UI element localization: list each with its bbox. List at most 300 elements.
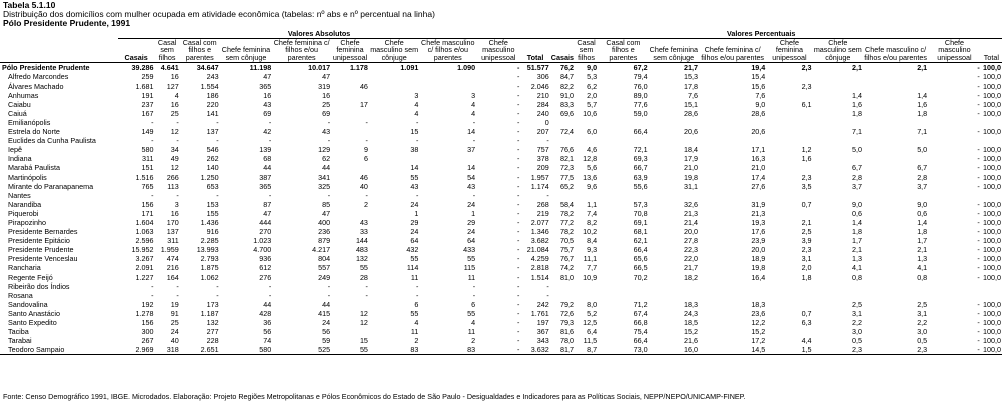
cell: 170 [166, 217, 179, 227]
cell: - [546, 281, 549, 291]
cell: 1.090 [457, 63, 476, 73]
cell [550, 136, 575, 145]
row-name: Alfredo Marcondes [8, 72, 69, 82]
cell: 100,0 [983, 227, 1001, 237]
cell: 2.596 [135, 236, 154, 246]
cell: 262 [206, 154, 219, 164]
cell: 78,2 [560, 227, 574, 237]
cell [766, 209, 812, 218]
cell: 10,2 [583, 227, 598, 237]
col-header: Chefe feminina c/ filhos e/ou parentes [273, 38, 330, 62]
cell: 113 [167, 181, 179, 191]
cell: 341 [318, 172, 331, 182]
cell: 11,1 [583, 254, 598, 264]
cell: 12,8 [583, 154, 598, 164]
cell: - [516, 108, 520, 118]
cell [928, 282, 981, 291]
cell: 1.761 [530, 308, 549, 318]
cell: - [268, 290, 272, 300]
cell: 47 [263, 72, 272, 82]
cell: - [546, 190, 549, 200]
cell: 4.259 [530, 254, 549, 264]
cell: - [365, 290, 368, 300]
cell [550, 191, 575, 200]
cell: 164 [166, 272, 179, 282]
cell: 433 [463, 245, 476, 255]
cell: 1,5 [766, 345, 812, 355]
cell: 34.647 [196, 63, 219, 73]
cell: 24 [410, 227, 419, 237]
cell: 19,4 [751, 63, 766, 73]
col-header: Chefe feminina unipessoal [766, 38, 812, 63]
row-name: Presidente Prudente [8, 245, 74, 255]
cell: 428 [259, 308, 272, 318]
cell [766, 300, 812, 309]
cell [813, 154, 863, 163]
cell: 100,0 [983, 72, 1001, 82]
cell: 15,1 [684, 99, 699, 109]
cell: 28,6 [751, 108, 766, 118]
cell: - [415, 281, 419, 291]
cell [928, 191, 981, 200]
cell [766, 291, 812, 300]
table-body [0, 63, 1002, 355]
cell: - [977, 263, 980, 273]
column-header-row [0, 38, 1002, 63]
cell: 11 [467, 272, 476, 282]
cell [766, 136, 812, 145]
cell: 5,0 [917, 145, 928, 155]
cell: 100,0 [983, 63, 1001, 73]
cell: 580 [141, 145, 154, 155]
table-row [0, 218, 1002, 227]
cell: 210 [536, 90, 549, 100]
cell: 2,1 [852, 63, 863, 73]
cell: - [365, 117, 368, 127]
cell: 100,0 [983, 154, 1001, 164]
cell: 9,6 [587, 181, 598, 191]
cell: 1.227 [135, 272, 154, 282]
cell: 2.077 [530, 217, 549, 227]
cell: 4 [414, 318, 419, 327]
cell: 15,2 [751, 327, 766, 337]
cell: 580 [220, 345, 273, 355]
cell: 20,6 [751, 127, 766, 137]
cell: 1,3 [852, 254, 863, 264]
cell [550, 291, 575, 300]
cell [863, 291, 928, 300]
cell: 2,1 [852, 245, 863, 255]
col-header: Chefe masculino unipessoal [476, 38, 520, 63]
cell: 1 [414, 208, 419, 218]
cell: 4,1 [852, 263, 863, 273]
cell: 378 [536, 154, 549, 164]
cell: 6,2 [587, 81, 598, 91]
cell: 3,7 [852, 181, 863, 191]
col-header: Chefe masculino c/ filhos e/ou parentes [421, 38, 475, 62]
cell: 171 [141, 208, 154, 218]
cell: 100,0 [983, 272, 1001, 282]
cell: 66,8 [633, 318, 648, 327]
cell: - [472, 136, 476, 146]
cell: - [516, 117, 520, 127]
cell: - [151, 190, 154, 200]
cell [863, 72, 928, 81]
cell: - [516, 227, 520, 237]
cell: 18,3 [684, 299, 699, 309]
cell: - [516, 181, 520, 191]
cell [928, 291, 981, 300]
row-name: Sandovalina [8, 299, 48, 309]
cell: 79,2 [560, 299, 574, 309]
cell [928, 118, 981, 127]
table-row [0, 109, 1002, 118]
cell: - [516, 127, 520, 137]
cell [649, 118, 699, 127]
cell: 3,1 [917, 308, 928, 318]
cell: 12,5 [583, 318, 598, 327]
cell: 1.436 [200, 217, 219, 227]
cell: 0,7 [801, 308, 812, 318]
cell: 5,2 [587, 308, 598, 318]
cell: 2,3 [801, 81, 812, 91]
cell: - [977, 227, 980, 237]
cell: 100,0 [983, 81, 1001, 91]
cell: 0,6 [852, 208, 863, 218]
cell: 1,8 [801, 272, 812, 282]
cell [575, 118, 598, 127]
cell: 2,8 [917, 172, 928, 182]
cell: 4 [471, 99, 476, 109]
cell: 16,0 [649, 345, 699, 355]
cell: 100,0 [983, 245, 1001, 255]
cell: 2,0 [587, 90, 598, 100]
cell: 85 [322, 199, 331, 209]
cell: 3,9 [801, 236, 812, 246]
cell: - [977, 72, 980, 82]
cell [863, 282, 928, 291]
cell: 13,6 [583, 172, 598, 182]
cell: 3,0 [917, 327, 928, 337]
table-row [0, 209, 1002, 218]
cell: 2,5 [801, 227, 812, 237]
cell: 765 [141, 181, 154, 191]
cell: 15,2 [684, 327, 699, 337]
cell: 69,1 [633, 217, 648, 227]
cell: 115 [463, 263, 476, 273]
cell: 54 [467, 172, 476, 182]
cell [863, 191, 928, 200]
cell [331, 91, 369, 100]
cell: 186 [206, 90, 219, 100]
cell: 6 [363, 154, 368, 164]
cell: 14 [467, 127, 476, 137]
cell: - [977, 299, 980, 309]
cell: 197 [536, 318, 549, 327]
cell: 2,5 [852, 299, 863, 309]
cell: 89,0 [633, 90, 648, 100]
cell: 4.700 [253, 245, 272, 255]
cell: - [151, 136, 154, 146]
cell: 43 [410, 181, 419, 191]
row-name: Rosana [8, 290, 33, 300]
table-row [0, 300, 1002, 309]
cell: - [268, 117, 272, 127]
cell: 56 [322, 327, 331, 337]
cell: 24 [410, 199, 419, 209]
cell: 29 [467, 217, 476, 227]
cell [766, 109, 812, 118]
cell: 34 [170, 145, 179, 155]
cell: 21,7 [684, 263, 699, 273]
cell [981, 291, 1002, 300]
cell: - [977, 336, 980, 346]
cell: 20,0 [751, 245, 766, 255]
cell: 173 [206, 299, 219, 309]
cell: 31,9 [751, 199, 766, 209]
cell: 83,3 [560, 99, 574, 109]
cell: 2,2 [852, 318, 863, 327]
cell: 83 [369, 345, 419, 355]
cell: 1.514 [530, 272, 549, 282]
cell: 216 [166, 263, 179, 273]
cell: 23,6 [751, 308, 766, 318]
cell: - [365, 281, 368, 291]
cell: 228 [206, 336, 219, 346]
cell: 0,5 [852, 336, 863, 346]
cell: 219 [536, 208, 549, 218]
cell: 8,7 [575, 345, 598, 355]
cell: 8,0 [587, 299, 598, 309]
cell: - [977, 208, 980, 218]
cell [981, 136, 1002, 145]
cell: - [977, 272, 980, 282]
cell: 69,3 [633, 154, 648, 164]
cell: 6,4 [587, 327, 598, 337]
cell: 44 [263, 299, 272, 309]
cell: 16 [322, 90, 331, 100]
cell: 18,2 [684, 272, 699, 282]
table-row [0, 318, 1002, 327]
cell: - [415, 190, 419, 200]
cell: 270 [259, 227, 272, 237]
cell [598, 136, 648, 145]
row-name: Regente Feijó [8, 272, 53, 282]
cell: 2 [414, 336, 419, 346]
table-row [0, 163, 1002, 172]
table-region: Pólo Presidente Prudente, 1991 [3, 18, 131, 28]
cell: 1,6 [852, 99, 863, 109]
cell: - [151, 290, 154, 300]
cell: - [472, 190, 476, 200]
cell [766, 327, 812, 336]
cell: 17,2 [751, 336, 766, 346]
cell: 525 [272, 345, 331, 355]
cell: 432 [406, 245, 419, 255]
cell: 100,0 [983, 108, 1001, 118]
cell: 2,2 [917, 318, 928, 327]
cell: 444 [259, 217, 272, 227]
cell: 4 [471, 108, 476, 118]
cell: 100,0 [983, 263, 1001, 273]
cell [598, 282, 648, 291]
cell: 0,8 [917, 272, 928, 282]
cell [766, 282, 812, 291]
cell: 2,3 [801, 63, 812, 73]
cell: 25 [170, 318, 179, 327]
cell: 2.046 [530, 81, 549, 91]
row-name: Taciba [8, 327, 29, 337]
cell: - [516, 199, 520, 209]
cell [981, 191, 1002, 200]
cell: 43 [263, 99, 272, 109]
cell: 13.993 [196, 245, 219, 255]
cell: 18,9 [751, 254, 766, 264]
cell: 114 [406, 263, 419, 273]
row-name: Santo Expedito [8, 318, 57, 327]
cell: 67,2 [633, 63, 648, 73]
cell: - [516, 90, 520, 100]
cell: 76,2 [560, 63, 574, 73]
cell: 100,0 [983, 327, 1001, 337]
cell: 19,8 [751, 263, 766, 273]
cell: 23,9 [751, 236, 766, 246]
cell: 100,0 [983, 336, 1001, 346]
cell: 3.632 [520, 345, 549, 355]
cell: 21,7 [684, 63, 699, 73]
cell [550, 118, 575, 127]
cell: 72,4 [560, 127, 574, 137]
cell: 4,1 [917, 263, 928, 273]
cell: - [977, 63, 980, 73]
cell: 1,2 [801, 145, 812, 155]
cell: 3 [414, 90, 419, 100]
cell: 47 [263, 208, 272, 218]
cell [699, 191, 766, 200]
table-row [0, 136, 1002, 145]
cell: 249 [318, 272, 331, 282]
cell: - [516, 272, 520, 282]
cell: 64 [467, 236, 476, 246]
cell [419, 154, 476, 163]
cell: 21,3 [684, 208, 699, 218]
cell: - [977, 254, 980, 264]
cell: 1.023 [253, 236, 272, 246]
cell: 11.198 [249, 63, 272, 73]
cell: 16 [170, 72, 179, 82]
cell: 14 [467, 163, 476, 173]
cell: - [977, 127, 980, 137]
cell [331, 163, 369, 172]
cell: - [928, 345, 981, 355]
cell: 100,0 [983, 236, 1001, 246]
cell: 22,0 [684, 254, 699, 264]
cell: - [151, 117, 154, 127]
cell [813, 291, 863, 300]
cell: 21,4 [684, 217, 699, 227]
cell: 66,4 [633, 127, 648, 137]
cell: 365 [259, 81, 272, 91]
row-name: Caiuá [8, 108, 27, 118]
cell: 9,0 [755, 99, 766, 109]
cell: 79,4 [633, 72, 648, 82]
cell: 75,7 [560, 245, 574, 255]
cell: 14,5 [699, 345, 766, 355]
cell: 1,8 [917, 227, 928, 237]
cell: 1.957 [530, 172, 549, 182]
cell: 266 [166, 172, 179, 182]
cell: 415 [318, 308, 331, 318]
group-header-percentuais: Valores Percentuais [520, 30, 1002, 38]
cell: 3,1 [852, 308, 863, 318]
cell: 7,7 [587, 263, 598, 273]
table-row [0, 263, 1002, 272]
cell: 31,1 [684, 181, 699, 191]
cell: - [176, 281, 179, 291]
cell: 137 [206, 127, 219, 137]
table-row [0, 118, 1002, 127]
cell: - [546, 136, 549, 146]
cell: - [516, 336, 520, 346]
cell: 19 [170, 299, 179, 309]
cell: 1.959 [160, 245, 179, 255]
cell: 77,5 [560, 172, 574, 182]
cell [863, 118, 928, 127]
cell: - [415, 117, 419, 127]
cell: 132 [355, 254, 368, 264]
cell: 72,1 [633, 145, 648, 155]
col-header: Casais [550, 38, 575, 63]
cell: 2,5 [917, 299, 928, 309]
cell: 37 [467, 145, 476, 155]
cell: 546 [206, 145, 219, 155]
cell: 2 [471, 336, 476, 346]
cell: - [516, 163, 520, 173]
cell [331, 209, 369, 218]
cell: 474 [166, 254, 179, 264]
cell: 19,8 [684, 172, 699, 182]
cell [699, 291, 766, 300]
cell: - [516, 318, 520, 327]
cell: 151 [141, 163, 154, 173]
cell: 24 [467, 199, 476, 209]
cell: 15,4 [751, 72, 766, 82]
cell: - [472, 117, 476, 127]
cell [699, 136, 766, 145]
cell: 0,5 [917, 336, 928, 346]
cell: 5,0 [852, 145, 863, 155]
cell: - [516, 72, 520, 82]
cell: 879 [318, 236, 331, 246]
cell: 936 [259, 254, 272, 264]
table-id: Tabela 5.1.10 [3, 0, 56, 10]
cell [331, 109, 369, 118]
cell: - [516, 254, 520, 264]
cell: 59 [322, 336, 331, 346]
cell: 1.681 [135, 81, 154, 91]
table-row [0, 182, 1002, 191]
cell: 29 [410, 217, 419, 227]
cell: 156 [141, 199, 154, 209]
cell: 57,3 [633, 199, 648, 209]
cell: 51.577 [526, 63, 549, 73]
cell: 43 [467, 181, 476, 191]
cell: - [977, 99, 980, 109]
cell: 7,1 [852, 127, 863, 137]
cell: 55,6 [633, 181, 648, 191]
cell: 100,0 [983, 90, 1001, 100]
cell: 267 [141, 336, 154, 346]
